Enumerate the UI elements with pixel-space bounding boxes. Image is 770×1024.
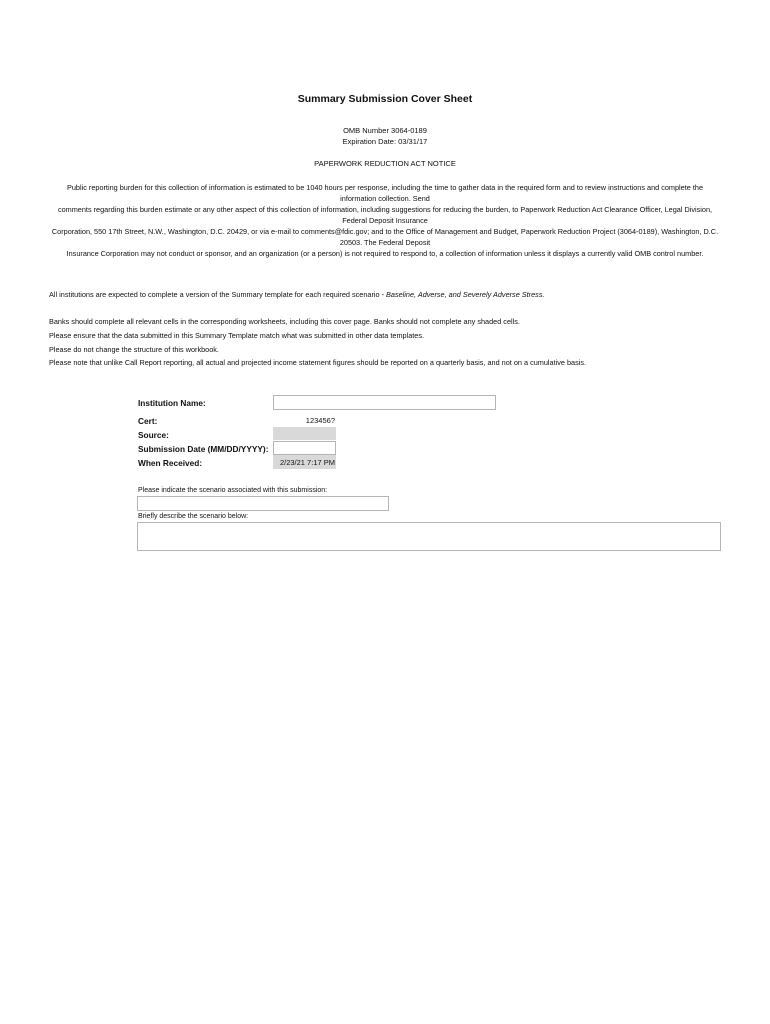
burden-line-2: comments regarding this burden estimate or any other aspect of this collection of information, including suggestions for reducing the burden, to Paperwork Reduction Act Clearance Officer, Legal Division, Federal Deposit Insurance [57,205,713,225]
expiration-date: Expiration Date: 03/31/17 [342,137,428,146]
burden-statement [50,182,720,259]
instruction-line-3: Please do not change the structure of this workbook. [49,345,219,354]
instruction-line-1: Banks should complete all relevant cells in the corresponding worksheets, including this cover page. Banks should not complete any shaded cells. [49,317,520,326]
scenario-input[interactable] [137,496,389,511]
scenario-list: Baseline, Adverse, and Severely Adverse Stress. [386,290,545,299]
scenario-expectation [49,290,545,300]
cert-label: Cert: [138,416,158,426]
when-received-label: When Received: [138,458,203,468]
page-title: Summary Submission Cover Sheet [297,93,473,105]
source-label: Source: [138,430,169,440]
institution-name-input[interactable] [273,395,496,410]
paperwork-notice-heading: PAPERWORK REDUCTION ACT NOTICE [314,159,456,168]
when-received-value: 2/23/21 7:17 PM [279,458,335,467]
scenario-description-input[interactable] [137,522,721,551]
submission-date-input[interactable] [273,441,336,455]
submission-date-label: Submission Date (MM/DD/YYYY): [138,444,269,454]
burden-line-1: Public reporting burden for this collection of information is estimated to be 1040 hours per response, including the time to gather data in the required form and to review instructions and complete the information collection. Send [67,183,703,203]
instruction-line-2: Please ensure that the data submitted in this Summary Template match what was submitted in other data templates. [49,331,425,340]
omb-number: OMB Number 3064-0189 [343,126,427,135]
source-field [273,427,336,440]
burden-line-4: Insurance Corporation may not conduct or sponsor, and an organization (or a person) is not required to respond to, a collection of information unless it displays a currently valid OMB control number. [66,249,704,258]
scenario-expectation-text: All institutions are expected to complete a version of the Summary template for each required scenario - [49,290,387,299]
institution-name-label: Institution Name: [138,398,206,408]
burden-line-3: Corporation, 550 17th Street, N.W., Washington, D.C. 20429, or via e-mail to comments@fdic.gov; and to the Office of Management and Budget, Paperwork Reduction Project (3064-0189), Washington, D.C. 20503. The Federal Deposit [51,227,719,247]
cert-value[interactable]: 123456? [305,416,335,425]
describe-prompt: Briefly describe the scenario below: [138,513,249,520]
scenario-prompt: Please indicate the scenario associated with this submission: [138,487,328,494]
instruction-line-4: Please note that unlike Call Report reporting, all actual and projected income statement figures should be reported on a quarterly basis, and not on a cumulative basis. [49,358,587,367]
